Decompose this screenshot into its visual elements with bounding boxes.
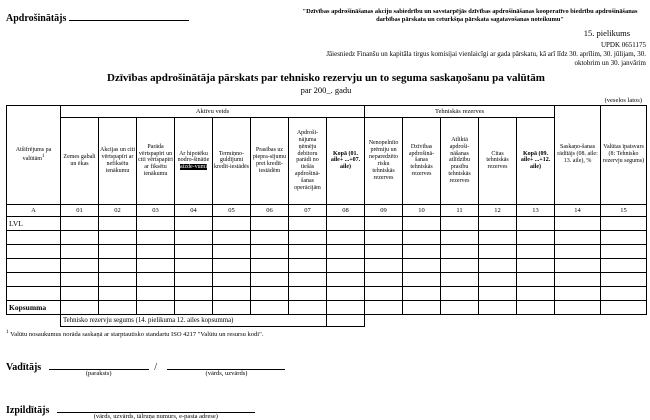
table-cell[interactable] xyxy=(479,286,517,300)
table-cell[interactable] xyxy=(175,258,213,272)
col-header-05: Termiņno-guldījumi kredīt-iestādēs xyxy=(213,117,251,204)
col-header-09: Nenopelnīto prēmiju un neparedzēto risku tehniskās rezerves xyxy=(365,117,403,204)
appendix-number: 15. pielikums xyxy=(583,27,630,38)
code-cell: 14 xyxy=(555,204,601,216)
table-cell[interactable] xyxy=(251,272,289,286)
table-cell[interactable] xyxy=(61,258,99,272)
table-cell[interactable] xyxy=(403,258,441,272)
table-cell[interactable] xyxy=(441,300,479,314)
table-cell[interactable] xyxy=(99,216,137,230)
table-cell[interactable] xyxy=(601,272,647,286)
table-cell[interactable] xyxy=(137,300,175,314)
col-header-10: Dzīvības apdrošinā-šanas tehniskās rezerves xyxy=(403,117,441,204)
table-cell[interactable] xyxy=(403,230,441,244)
code-cell: 10 xyxy=(403,204,441,216)
col-header-12: Citas tehniskās rezerves xyxy=(479,117,517,204)
group-header-reserves: Tehniskās rezerves xyxy=(365,105,555,117)
col-header-breakdown xyxy=(7,105,61,204)
table-cell[interactable] xyxy=(213,300,251,314)
table-cell[interactable] xyxy=(441,272,479,286)
code-cell: 08 xyxy=(327,204,365,216)
executor-label: Izpildītājs xyxy=(6,405,50,416)
coverage-row-filler xyxy=(365,314,647,326)
table-cell[interactable] xyxy=(251,286,289,300)
table-cell[interactable] xyxy=(61,300,99,314)
table-cell[interactable] xyxy=(403,300,441,314)
col-header-11: Atliktā apdroši-nāšanas atlīdzību prasību tehniskās rezerves xyxy=(441,117,479,204)
executor-signature-row xyxy=(6,403,646,420)
table-cell[interactable] xyxy=(441,230,479,244)
table-cell[interactable] xyxy=(555,300,601,314)
currency-row-label-empty[interactable] xyxy=(7,286,61,300)
manager-name-line[interactable] xyxy=(167,360,285,377)
executor-fill-line[interactable] xyxy=(57,403,255,420)
table-cell[interactable] xyxy=(289,230,327,244)
table-cell[interactable] xyxy=(365,286,403,300)
table-cell[interactable] xyxy=(251,216,289,230)
col-header-15: Valūtas īpatsvars (8: Tehnisko rezervju segums) xyxy=(601,105,647,204)
code-cell: 06 xyxy=(251,204,289,216)
table-cell[interactable] xyxy=(61,216,99,230)
table-cell[interactable] xyxy=(517,216,555,230)
table-cell[interactable] xyxy=(441,286,479,300)
table-cell[interactable] xyxy=(137,244,175,258)
table-cell[interactable] xyxy=(365,244,403,258)
table-cell[interactable] xyxy=(289,244,327,258)
table-cell[interactable] xyxy=(365,216,403,230)
table-cell[interactable] xyxy=(61,272,99,286)
coverage-value-cell[interactable] xyxy=(327,314,365,326)
table-cell[interactable] xyxy=(479,300,517,314)
table-cell[interactable] xyxy=(601,258,647,272)
insurer-label: Apdrošinātājs xyxy=(6,13,67,24)
table-cell[interactable] xyxy=(99,286,137,300)
footnote-ref-marker: 1 xyxy=(41,153,45,159)
table-cell[interactable] xyxy=(517,286,555,300)
table-cell[interactable] xyxy=(327,258,365,272)
col-header-14: Saskaņo-šanas rādītājs (08. aile: 13. aile), % xyxy=(555,105,601,204)
code-cell: 09 xyxy=(365,204,403,216)
table-cell[interactable] xyxy=(555,216,601,230)
executor-caption: (vārds, uzvārds, tālruņa numurs, e-pasta adrese) xyxy=(93,413,218,420)
table-cell[interactable] xyxy=(479,244,517,258)
page-header xyxy=(6,8,646,38)
report-title: Dzīvības apdrošinātāja pārskats par tehnisko rezervju un to seguma saskaņošanu pa valūtām xyxy=(107,71,545,84)
group-header-assets: Aktīvu veids xyxy=(61,105,365,117)
currency-row-label-empty[interactable] xyxy=(7,272,61,286)
table-cell[interactable] xyxy=(137,272,175,286)
table-cell[interactable] xyxy=(601,286,647,300)
table-cell[interactable] xyxy=(327,216,365,230)
table-cell[interactable] xyxy=(99,258,137,272)
table-cell[interactable] xyxy=(479,258,517,272)
table-cell[interactable] xyxy=(213,230,251,244)
col-header-01: Zemes gabali un ēkas xyxy=(61,117,99,204)
code-cell: 03 xyxy=(137,204,175,216)
insurer-fill-line[interactable] xyxy=(69,11,189,21)
col-header-03: Parāda vērtspapīri un citi vērtspapīri ar fiksētu ienākumu xyxy=(137,117,175,204)
table-cell[interactable] xyxy=(61,230,99,244)
table-cell[interactable] xyxy=(327,286,365,300)
manager-signature-line[interactable] xyxy=(49,360,149,377)
table-cell[interactable] xyxy=(479,230,517,244)
table-cell[interactable] xyxy=(289,286,327,300)
footnote xyxy=(6,329,646,338)
currency-row-label-empty[interactable] xyxy=(7,258,61,272)
table-cell[interactable] xyxy=(517,300,555,314)
manager-name-caption: (vārds, uzvārds) xyxy=(205,370,248,377)
code-cell: 13 xyxy=(517,204,555,216)
code-cell: 05 xyxy=(213,204,251,216)
table-cell[interactable] xyxy=(175,300,213,314)
table-cell[interactable] xyxy=(601,300,647,314)
units-note: (veselos latos) xyxy=(604,96,642,104)
table-cell[interactable] xyxy=(327,230,365,244)
code-cell: 02 xyxy=(99,204,137,216)
code-cell: A xyxy=(7,204,61,216)
table-cell[interactable] xyxy=(601,244,647,258)
manager-signature-row xyxy=(6,360,646,377)
table-cell[interactable] xyxy=(175,216,213,230)
table-cell[interactable] xyxy=(213,258,251,272)
table-cell[interactable] xyxy=(555,258,601,272)
table-cell[interactable] xyxy=(517,258,555,272)
total-row-label: Kopsumma xyxy=(7,300,61,314)
col-header-02: Akcijas un citi vērtspapīri ar nefiksētu ienākumu xyxy=(99,117,137,204)
table-cell[interactable] xyxy=(327,244,365,258)
table-cell[interactable] xyxy=(441,216,479,230)
table-cell[interactable] xyxy=(175,272,213,286)
table-cell[interactable] xyxy=(403,216,441,230)
table-cell[interactable] xyxy=(175,230,213,244)
table-cell[interactable] xyxy=(175,244,213,258)
code-cell: 15 xyxy=(601,204,647,216)
manager-signature-caption: (paraksts) xyxy=(85,370,112,377)
code-cell: 11 xyxy=(441,204,479,216)
table-cell[interactable] xyxy=(555,272,601,286)
table-cell[interactable] xyxy=(601,216,647,230)
col-header-08-total: Kopā (01. aile+ ...+07. aile) xyxy=(327,117,365,204)
table-cell[interactable] xyxy=(403,244,441,258)
updk-code: UPDK 0651175 xyxy=(600,40,646,49)
table-cell[interactable] xyxy=(99,300,137,314)
code-cell: 12 xyxy=(479,204,517,216)
code-cell: 07 xyxy=(289,204,327,216)
table-cell[interactable] xyxy=(327,272,365,286)
table-cell[interactable] xyxy=(137,258,175,272)
table-cell[interactable] xyxy=(441,258,479,272)
table-cell[interactable] xyxy=(555,244,601,258)
table-cell[interactable] xyxy=(137,216,175,230)
table-cell[interactable] xyxy=(289,216,327,230)
signature-separator: / xyxy=(154,362,157,373)
currency-row-label-empty[interactable] xyxy=(7,244,61,258)
table-cell[interactable] xyxy=(365,230,403,244)
table-cell[interactable] xyxy=(99,230,137,244)
submission-note: Jāiesniedz Finanšu un kapitāla tirgus komisijai vienlaicīgi ar gada pārskatu, kā arī līdz 30. aprīlim, 30. jūlijam, 30. oktobrim un 30. janvārim xyxy=(326,49,646,67)
table-cell[interactable] xyxy=(403,272,441,286)
table-cell[interactable] xyxy=(479,272,517,286)
table-cell[interactable] xyxy=(555,286,601,300)
table-cell[interactable] xyxy=(289,272,327,286)
regulation-reference: "Dzīvības apdrošināšanas akciju sabiedrību un savstarpējās dzīvības apdrošināšanas kooperatīvo biedrību apdrošināšanas darbības pārskata un ceturkšņa pārskata sagatavošanas noteikumu" xyxy=(302,8,638,24)
col-header-04-text: Ar hipotēku nodro-šinātie xyxy=(177,150,210,164)
table-cell[interactable] xyxy=(251,230,289,244)
table-cell[interactable] xyxy=(213,216,251,230)
table-cell[interactable] xyxy=(99,244,137,258)
insurer-row xyxy=(6,8,189,24)
footnote-marker: 1 xyxy=(6,328,9,335)
coverage-note-label: Tehnisko rezervju segums (14. pielikuma 12. ailes kopsumma) xyxy=(61,314,327,326)
currency-row-label-lvl: LVL xyxy=(7,216,61,230)
col-header-06: Prasības uz piepra-sījumu pret kredīt-iestādēm xyxy=(251,117,289,204)
table-cell[interactable] xyxy=(289,300,327,314)
table-cell[interactable] xyxy=(479,216,517,230)
table-cell[interactable] xyxy=(403,286,441,300)
currency-reconciliation-table xyxy=(6,105,647,327)
table-cell[interactable] xyxy=(61,244,99,258)
col-header-04 xyxy=(175,117,213,204)
table-cell[interactable] xyxy=(517,230,555,244)
table-cell[interactable] xyxy=(601,230,647,244)
table-cell[interactable] xyxy=(213,244,251,258)
table-cell[interactable] xyxy=(517,272,555,286)
table-cell[interactable] xyxy=(251,300,289,314)
table-cell[interactable] xyxy=(365,258,403,272)
table-cell[interactable] xyxy=(213,286,251,300)
manager-label: Vadītājs xyxy=(6,362,42,373)
table-cell[interactable] xyxy=(327,300,365,314)
table-cell[interactable] xyxy=(251,258,289,272)
table-cell[interactable] xyxy=(99,272,137,286)
code-cell: 01 xyxy=(61,204,99,216)
table-cell[interactable] xyxy=(555,230,601,244)
table-cell[interactable] xyxy=(61,286,99,300)
code-cell: 04 xyxy=(175,204,213,216)
table-cell[interactable] xyxy=(365,272,403,286)
regulation-block xyxy=(294,8,646,38)
col-header-13-total: Kopā (09. aile+ ...+12. aile) xyxy=(517,117,555,204)
table-cell[interactable] xyxy=(251,244,289,258)
table-cell[interactable] xyxy=(517,244,555,258)
col-header-07: Apdroši-nājuma ņēmēju debitoru parādi no tiešās apdrošinā-šanas operācijām xyxy=(289,117,327,204)
table-cell[interactable] xyxy=(365,300,403,314)
table-cell[interactable] xyxy=(289,258,327,272)
col-header-04-highlighted-text: aizde-vumi xyxy=(180,164,207,171)
report-period: par 200_. gadu xyxy=(300,84,352,95)
table-cell[interactable] xyxy=(175,286,213,300)
col-breakdown-text: Atšifrējums pa valūtām xyxy=(15,146,52,162)
table-cell[interactable] xyxy=(137,286,175,300)
table-cell[interactable] xyxy=(213,272,251,286)
footnote-text: Valūtu nosaukumus norāda saskaņā ar starptautisko standartu ISO 4217 "Valūtu un resursu kodi". xyxy=(10,331,264,338)
table-cell[interactable] xyxy=(137,230,175,244)
table-cell[interactable] xyxy=(441,244,479,258)
currency-row-label-empty[interactable] xyxy=(7,230,61,244)
coverage-row-spacer xyxy=(7,314,61,326)
